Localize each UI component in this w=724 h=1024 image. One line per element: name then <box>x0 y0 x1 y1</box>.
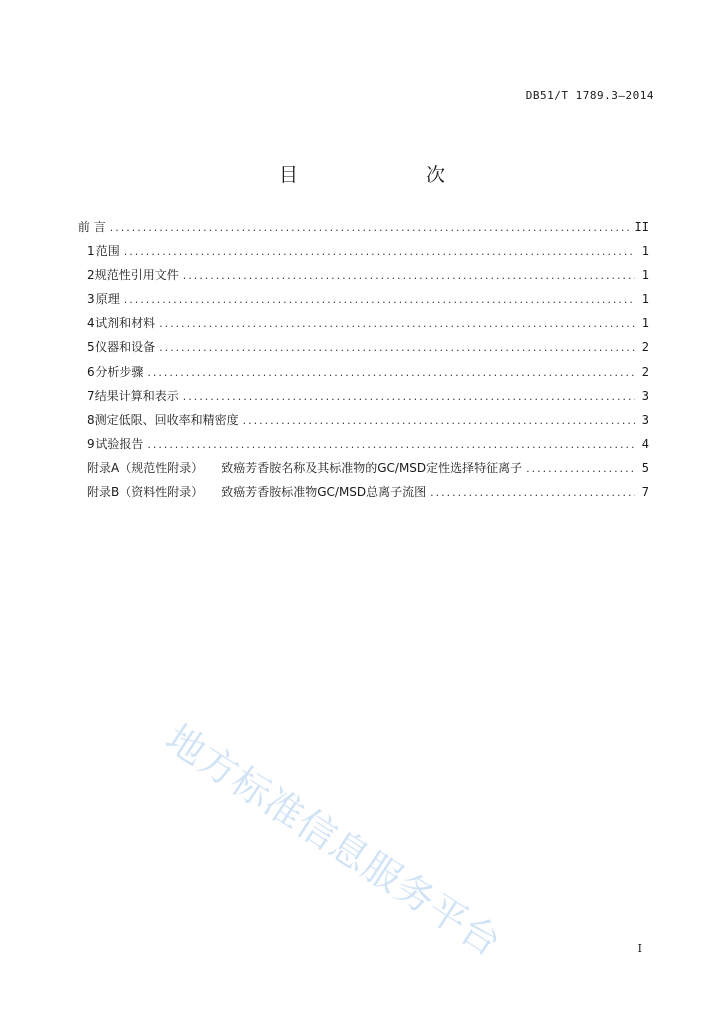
toc-entry-number: 6 <box>87 364 95 379</box>
toc-entry-page: 2 <box>641 364 649 379</box>
toc-entry-page: 1 <box>641 268 649 283</box>
toc-entry-number: 3 <box>87 292 95 307</box>
toc-entry-title: 结果计算和表示 <box>94 388 179 403</box>
toc-leader-dots <box>183 390 635 403</box>
toc-leader-dots <box>159 317 635 330</box>
watermark: 地方标准信息服务平台 <box>158 715 510 966</box>
toc-entry-title: 仪器和设备 <box>95 340 156 355</box>
toc-entry-number: 1 <box>87 244 95 259</box>
toc-entry[interactable] <box>87 459 649 483</box>
toc-entry-number: 2 <box>87 268 95 283</box>
toc-entry-title: 致癌芳香胺标准物GC/MSD总离子流图 <box>221 485 427 500</box>
toc-entry-number: 5 <box>87 340 95 355</box>
toc-entry-title: 试剂和材料 <box>95 316 156 331</box>
toc-entry-title: 前 言 <box>77 220 106 234</box>
toc-leader-dots <box>147 438 635 451</box>
toc-entry-title: 规范性引用文件 <box>94 268 179 283</box>
toc-entry[interactable] <box>87 387 649 411</box>
toc-entry-page: 1 <box>641 244 649 259</box>
toc-entry-title: 原理 <box>95 292 120 307</box>
toc-entry[interactable] <box>87 411 649 435</box>
toc-leader-dots <box>526 462 635 475</box>
toc-entry[interactable] <box>87 314 649 338</box>
toc-entry-page: 1 <box>641 292 649 307</box>
toc-entry-page: 3 <box>641 388 649 403</box>
toc-entry[interactable] <box>87 242 649 266</box>
toc-leader-dots <box>124 245 635 258</box>
toc-entry-number: 7 <box>87 388 95 403</box>
toc-entry[interactable] <box>87 266 649 290</box>
toc-leader-dots <box>147 366 635 379</box>
page-header-code: DB51/T 1789.3—2014 <box>525 89 654 102</box>
toc-entry-page: 1 <box>641 316 649 331</box>
toc-entry[interactable] <box>77 218 649 242</box>
toc-leader-dots <box>159 341 635 354</box>
toc-entry-page: 3 <box>641 412 649 427</box>
toc-entry-title: 分析步骤 <box>95 364 144 379</box>
toc-entry-title: 测定低限、回收率和精密度 <box>94 412 239 427</box>
toc-leader-dots <box>110 221 631 234</box>
toc-entry-number: 4 <box>87 316 95 331</box>
toc-entry[interactable] <box>87 363 649 387</box>
toc-entry-number: 8 <box>87 412 95 427</box>
toc-leader-dots <box>243 414 635 427</box>
toc-entry[interactable] <box>87 483 649 507</box>
toc-leader-dots <box>430 486 635 499</box>
toc-entry[interactable] <box>87 290 649 314</box>
toc-entry[interactable] <box>87 338 649 362</box>
toc-entry-number: 9 <box>87 436 95 451</box>
toc-entry[interactable] <box>87 435 649 459</box>
toc-entry-page: II <box>634 220 649 234</box>
toc-entry-title: 致癌芳香胺名称及其标准物的GC/MSD定性选择特征离子 <box>221 460 523 475</box>
toc-entry-page: 2 <box>641 340 649 355</box>
toc-entry-page: 5 <box>641 460 649 475</box>
toc-entry-page: 7 <box>641 485 649 500</box>
toc-entry-title: 试验报告 <box>95 436 144 451</box>
toc-appendix-label: 附录B（资料性附录） <box>87 485 204 500</box>
toc-entry-title: 范围 <box>95 244 120 259</box>
toc-entry-page: 4 <box>641 436 649 451</box>
toc-leader-dots <box>183 269 635 282</box>
page-title: 目 次 <box>278 164 475 186</box>
toc-leader-dots <box>124 293 635 306</box>
page-number: I <box>637 942 642 955</box>
toc-appendix-label: 附录A（规范性附录） <box>87 460 204 475</box>
table-of-contents <box>77 218 649 507</box>
